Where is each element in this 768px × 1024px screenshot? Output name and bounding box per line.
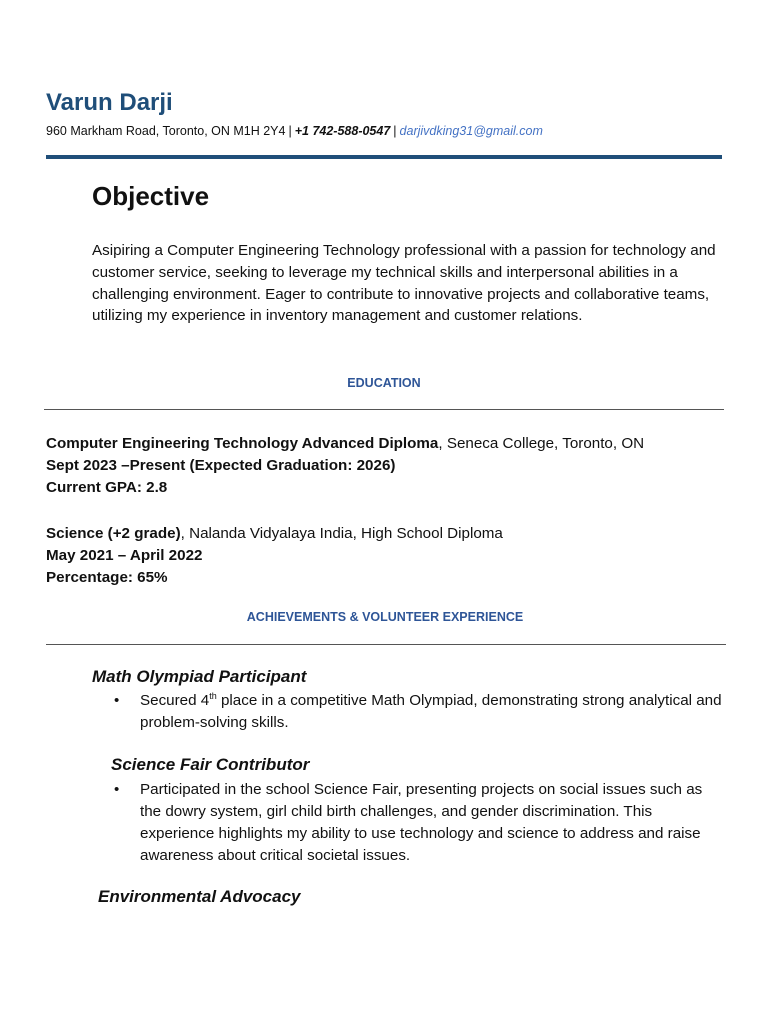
- institution: , Seneca College, Toronto, ON: [438, 435, 645, 452]
- education-dates: May 2021 – April 2022: [46, 547, 203, 564]
- email-link[interactable]: darjivdking31@gmail.com: [399, 124, 543, 138]
- objective-body: Asipiring a Computer Engineering Technology professional with a passion for technology and customer service, seeking to leverage my technical skills and interpersonal abilities in a challenging environment. Eager to contribute to innovative projects and collaborative teams, utilizing my experience in inventory management and customer relations.: [92, 242, 716, 325]
- education-divider: [44, 409, 724, 410]
- education-heading: EDUCATION: [347, 376, 421, 390]
- achievements-heading: ACHIEVEMENTS & VOLUNTEER EXPERIENCE: [246, 610, 524, 624]
- program-name: Computer Engineering Technology Advanced Diploma: [46, 435, 439, 452]
- achievement-title: Math Olympiad Participant: [92, 667, 307, 686]
- education-metric: Percentage: 65%: [46, 569, 168, 586]
- bullet-icon: •: [114, 781, 120, 798]
- bullet-text-start: Secured 4: [140, 692, 210, 709]
- achievement-bullet: [114, 779, 724, 867]
- ordinal-suffix: th: [209, 690, 217, 701]
- phone-number: +1 742-588-0547: [294, 124, 391, 138]
- bullet-text: Participated in the school Science Fair, presenting projects on social issues such as the dowry system, girl child birth challenges, and gender discrimination. This experience highlights my ability to use technology and science to address and raise awareness about critical societal issues.: [140, 781, 703, 864]
- achievement-bullet: [114, 690, 724, 734]
- bullet-icon: •: [114, 692, 120, 709]
- education-entry: [46, 523, 736, 589]
- separator: |: [393, 124, 397, 138]
- institution: , Nalanda Vidyalaya India, High School Diploma: [180, 525, 503, 542]
- education-metric: Current GPA: 2.8: [46, 479, 168, 496]
- contact-line: [46, 124, 543, 138]
- header-divider: [46, 155, 722, 159]
- achievements-divider: [46, 644, 726, 645]
- education-entry: [46, 433, 736, 499]
- resume-name: Varun Darji: [46, 89, 173, 116]
- achievement-title: Environmental Advocacy: [98, 887, 301, 906]
- achievement-title: Science Fair Contributor: [111, 755, 310, 774]
- address: 960 Markham Road, Toronto, ON M1H 2Y4: [46, 124, 286, 138]
- objective-title: Objective: [92, 181, 210, 211]
- bullet-text-end: place in a competitive Math Olympiad, demonstrating strong analytical and problem-solving skills.: [140, 692, 722, 731]
- separator: |: [288, 124, 292, 138]
- program-name: Science (+2 grade): [46, 525, 181, 542]
- education-dates: Sept 2023 –Present (Expected Graduation: 2026): [46, 457, 396, 474]
